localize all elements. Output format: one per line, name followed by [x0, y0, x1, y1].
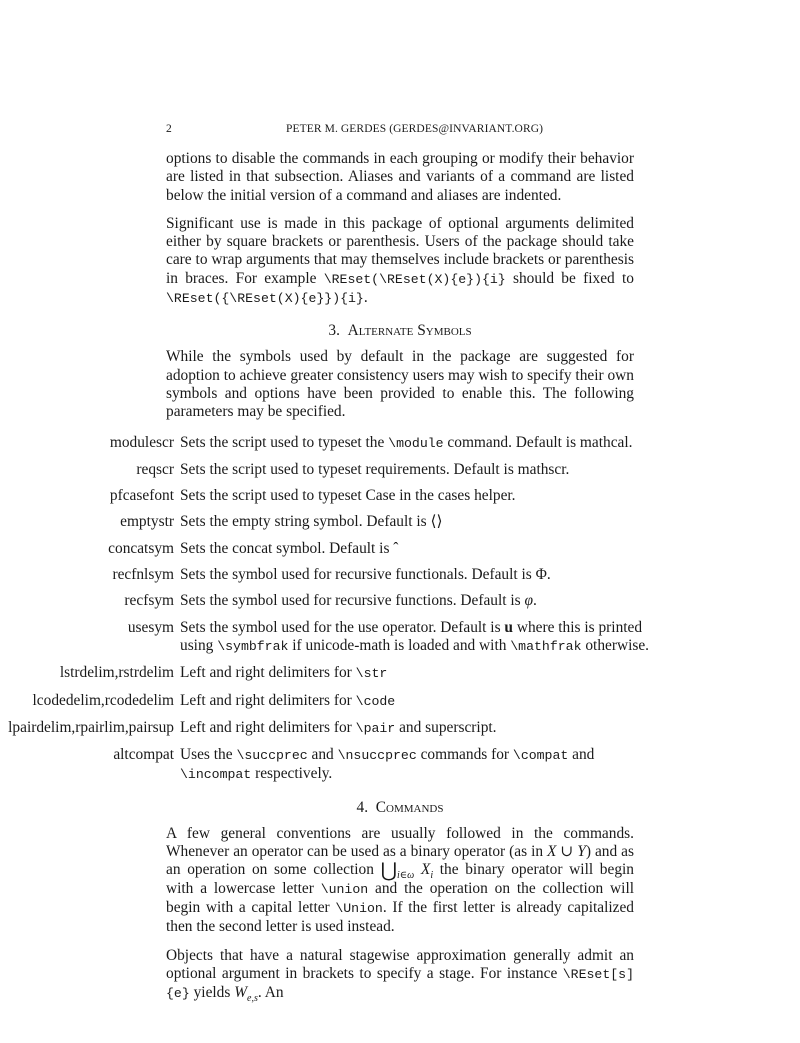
param-desc — [180, 692, 650, 711]
text: Left and right delimiters for — [180, 691, 356, 709]
param-key: emptystr — [120, 513, 174, 531]
code: \union — [320, 881, 369, 897]
param-row — [0, 566, 800, 584]
text: Significant use is made in this package of optional arguments delimited either by square brackets or parenthesis. Users of the package should take care to wrap arguments that may themselves include brackets or parenthesis in braces. For example — [166, 214, 634, 287]
param-key: usesym — [127, 618, 174, 636]
text: Sets the script used to typeset the — [180, 433, 389, 451]
text: if unicode-math is loaded and with — [288, 636, 511, 654]
code: \incompat — [180, 767, 252, 783]
code: \pair — [355, 720, 396, 736]
param-desc — [180, 619, 650, 657]
param-row — [0, 746, 800, 785]
math: W — [234, 984, 248, 1002]
text: Sets the symbol used for recursive functions. Default is — [180, 592, 525, 610]
param-row — [0, 592, 800, 610]
symbol: Φ — [535, 566, 547, 584]
section-4-paragraph-1 — [166, 825, 634, 937]
text: Objects that have a natural stagewise approximation generally admit an optional argument in brackets to specify a stage. For instance — [166, 946, 634, 982]
param-row — [0, 619, 800, 657]
section-number: 4. — [356, 798, 369, 816]
text: otherwise. — [581, 636, 650, 654]
text: where this is printed using — [180, 618, 643, 654]
symbol: u — [504, 618, 513, 636]
math-subscript: i∈ω — [396, 870, 415, 882]
text: Uses the — [180, 746, 237, 764]
code: \str — [355, 666, 388, 682]
code: \symbfrak — [217, 638, 289, 654]
text: . — [363, 289, 368, 307]
param-key: modulescr — [109, 433, 174, 451]
text: ) and as an operation on some collection — [166, 843, 634, 879]
text: . An — [257, 984, 284, 1002]
math: X — [420, 861, 431, 879]
param-row — [0, 719, 800, 738]
section-4-paragraph-2 — [166, 947, 634, 1004]
text: Sets the empty string symbol. Default is — [180, 513, 431, 531]
code: \mathfrak — [510, 638, 582, 654]
param-key: reqscr — [136, 460, 174, 478]
code: \nsuccprec — [337, 748, 417, 764]
param-key: recfsym — [124, 592, 174, 610]
text: commands for — [416, 746, 513, 764]
param-desc — [180, 592, 650, 610]
code-example-bad: \REset(\REset(X){e}){i} — [323, 271, 506, 287]
intro-paragraph-2 — [166, 215, 634, 308]
math-subscript: e,s — [247, 993, 258, 1005]
text: Left and right delimiters for — [180, 718, 356, 736]
param-desc — [180, 513, 650, 531]
symbol: ˆ — [393, 539, 399, 557]
section-3-heading — [0, 322, 800, 340]
intro-paragraph-1: options to disable the commands in each grouping or modify their behavior are listed in that subsection. Aliases and variants of a command are listed below the initial version of a command and aliases are indented. — [166, 150, 634, 204]
param-row — [0, 513, 800, 531]
running-header — [0, 122, 800, 138]
text: respectively. — [251, 765, 333, 783]
code: \code — [355, 693, 396, 709]
text: command. Default is mathcal. — [443, 433, 633, 451]
param-row — [0, 487, 800, 505]
param-desc: Sets the script used to typeset Case in the cases helper. — [180, 487, 516, 505]
text: and the operation on the collection will begin with a capital letter — [166, 879, 634, 916]
param-desc — [180, 540, 650, 558]
code: \succprec — [236, 748, 308, 764]
param-row — [0, 664, 800, 683]
section-title: Alternate Symbols — [347, 322, 472, 340]
running-title: PETER M. GERDES (GERDES@INVARIANT.ORG) — [286, 123, 544, 135]
symbol: φ — [524, 592, 534, 610]
text: Sets the symbol used for recursive functionals. Default is — [180, 566, 536, 584]
param-desc — [180, 719, 650, 738]
section-4-heading — [0, 799, 800, 817]
text: and superscript. — [395, 718, 497, 736]
code: \REset[s]{e} — [166, 966, 634, 1002]
code: \module — [388, 435, 444, 451]
param-key: altcompat — [113, 746, 174, 764]
code: \Union — [335, 900, 383, 916]
text: A few general conventions are usually followed in the commands. Whenever an operator can be used as a binary operator (as in — [166, 824, 634, 861]
text: . — [533, 592, 537, 610]
code-example-good: \REset({\REset(X){e}}){i} — [166, 291, 364, 307]
text: and — [568, 746, 595, 764]
param-desc — [180, 566, 650, 584]
param-row — [0, 461, 800, 479]
param-desc — [180, 434, 650, 453]
math: X ∪ Y — [547, 843, 586, 861]
section-3-intro: While the symbols used by default in the package are suggested for adoption to achieve greater consistency users may wish to specify their own symbols and options have been provided to enable this. The following parameters may be specified. — [166, 348, 634, 421]
text: . — [546, 566, 551, 584]
text: . If the first letter is already capitalized then the second letter is used instead. — [166, 898, 634, 936]
text: yields — [189, 984, 235, 1002]
param-desc — [180, 746, 650, 785]
code: \compat — [512, 748, 569, 764]
param-row — [0, 540, 800, 558]
param-row — [0, 434, 800, 453]
text: should be fixed to — [513, 269, 634, 287]
section-number: 3. — [328, 322, 340, 340]
symbol: ⟨⟩ — [430, 513, 443, 531]
param-row — [0, 692, 800, 711]
param-key: recfnlsym — [112, 566, 174, 584]
param-desc — [180, 664, 650, 683]
bigcup-symbol: ⋃ — [380, 860, 397, 883]
section-title: Commands — [375, 798, 444, 816]
text: Left and right delimiters for — [180, 664, 356, 682]
param-key: lpairdelim,rpairlim,pairsup — [8, 718, 174, 736]
param-key: pfcasefont — [109, 487, 174, 505]
page-number: 2 — [166, 123, 172, 135]
text: Sets the concat symbol. Default is — [180, 539, 394, 557]
param-desc: Sets the script used to typeset requirements. Default is mathscr. — [180, 460, 570, 478]
text: Sets the symbol used for the use operator. Default is — [180, 618, 505, 636]
param-key: lcodedelim,rcodedelim — [32, 691, 174, 709]
param-key: lstrdelim,rstrdelim — [59, 664, 174, 682]
text: and — [307, 746, 338, 764]
text: the binary operator will begin with a lowercase letter — [166, 861, 634, 897]
param-key: concatsym — [108, 539, 174, 557]
math-subscript: i — [430, 870, 434, 882]
